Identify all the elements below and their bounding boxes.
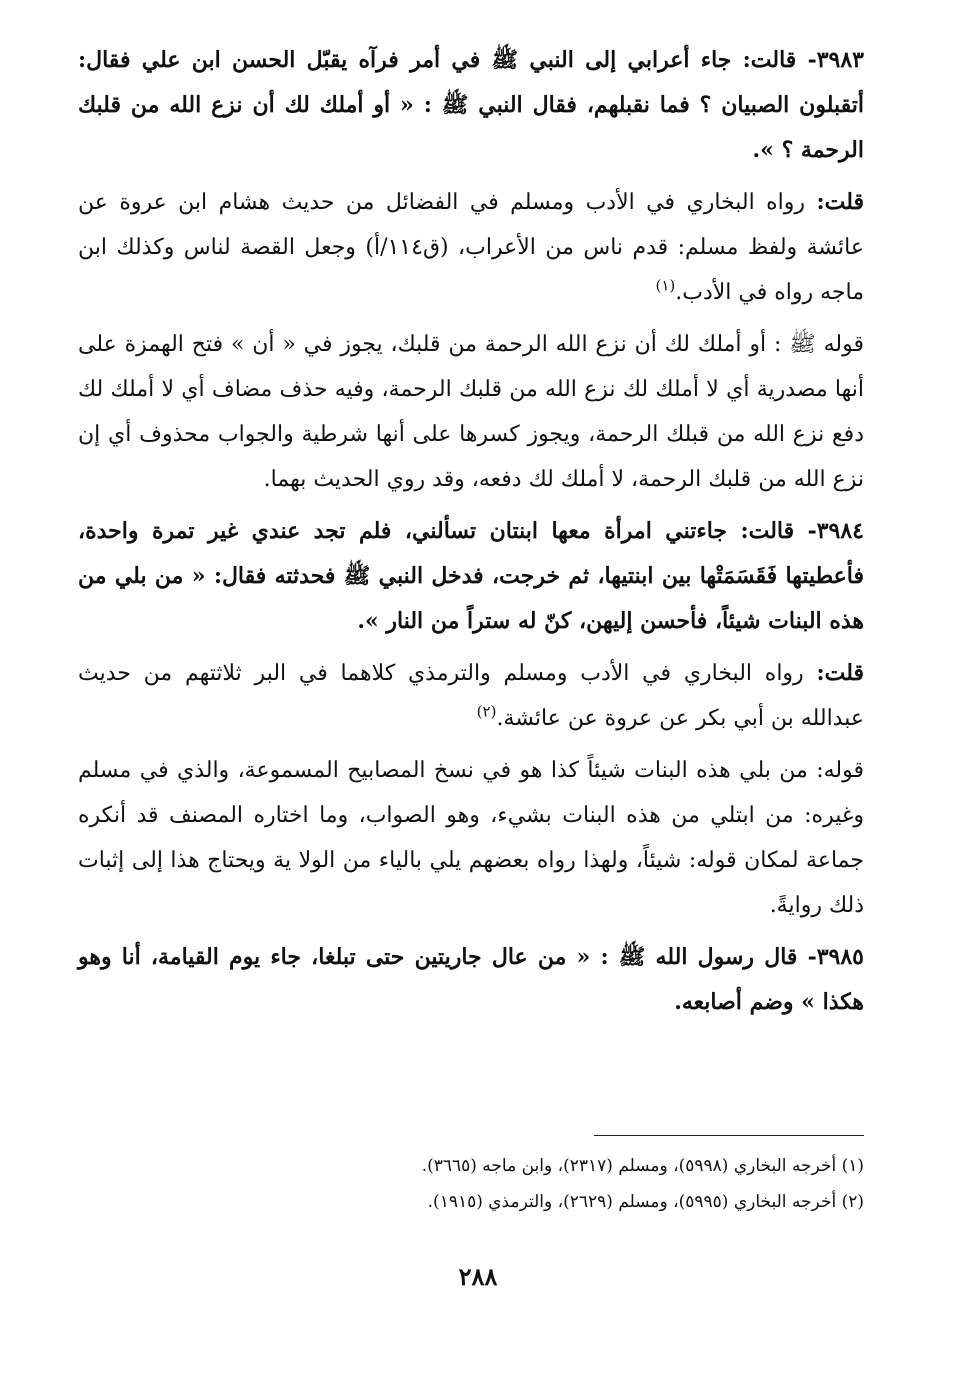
- hadith-3984: ٣٩٨٤- قالت: جاءتني امرأة معها ابنتان تسألني، فلم تجد عندي غير تمرة واحدة، فأعطيتها فَقَسَمَتْها بين ابنتيها، ثم خرجت، فدخل النبي ﷺ فحدثته فقال: « من بلي من هذه البنات شيئاً، فأحسن إليهن، كنّ له ستراً من النار ».: [78, 518, 864, 634]
- commentary-3984-source: [78, 651, 864, 741]
- footnotes: [78, 1148, 864, 1220]
- footnote-ref-1[interactable]: (١): [655, 276, 676, 295]
- commentary-text: رواه البخاري في الأدب ومسلم في الفضائل من حديث هشام ابن عروة عن عائشة ولفظ مسلم: قدم ناس من الأعراب، (ق١١٤/أ) وجعل القصة لناس وكذلك ابن ماجه رواه في الأدب.: [78, 190, 864, 305]
- hadith-3985: ٣٩٨٥- قال رسول الله ﷺ : « من عال جاريتين حتى تبلغا، جاء يوم القيامة، أنا وهو هكذا » وضم أصابعه.: [78, 944, 864, 1015]
- commentary-text: رواه البخاري في الأدب ومسلم والترمذي كلاهما في البر ثلاثتهم من حديث عبدالله بن أبي بكر عن عروة عن عائشة.: [78, 661, 864, 731]
- footnote-2: (٢) أخرجه البخاري (٥٩٩٥)، ومسلم (٢٦٢٩)، والترمذي (١٩١٥).: [427, 1192, 864, 1212]
- qultu-label: قلت:: [816, 660, 864, 686]
- hadith-3983: ٣٩٨٣- قالت: جاء أعرابي إلى النبي ﷺ في أمر فرآه يقبّل الحسن ابن علي فقال: أتقبلون الصبيان ؟ فما نقبلهم، فقال النبي ﷺ : « أو أملك لك أن نزع الله من قلبك الرحمة ؟ ».: [78, 47, 864, 163]
- explanation-3984: قوله: من بلي هذه البنات شيئاً كذا هو في نسخ المصابيح المسموعة، والذي في مسلم وغيره: من ابتلي من هذه البنات بشيء، وهو الصواب، وما اختاره المصنف قد أنكره جماعة لمكان قوله: شيئاً، ولهذا رواه بعضهم يلي بالياء من الولا ية ويحتاج هذا إلى إثبات ذلك روايةً.: [78, 758, 864, 918]
- footnote-divider: [594, 1135, 864, 1136]
- qultu-label: قلت:: [816, 189, 864, 215]
- footnote-ref-2[interactable]: (٢): [476, 702, 497, 721]
- page-number: ٢٨٨: [458, 1262, 498, 1291]
- page-body: [78, 38, 864, 1032]
- footnote-1: (١) أخرجه البخاري (٥٩٩٨)، ومسلم (٢٣١٧)، وابن ماجه (٣٦٦٥).: [421, 1156, 864, 1176]
- explanation-3983: قوله ﷺ : أو أملك لك أن نزع الله الرحمة من قلبك، يجوز في « أن » فتح الهمزة على أنها مصدرية أي لا أملك لك نزع الله من قلبك الرحمة، وفيه حذف مضاف أي لا أملك لك دفع نزع الله من قبلك الرحمة، ويجوز كسرها على أنها شرطية والجواب محذوف أي إن نزع الله من قلبك الرحمة، لا أملك لك دفعه، وقد روي الحديث بهما.: [78, 332, 864, 492]
- commentary-3983-source: [78, 180, 864, 315]
